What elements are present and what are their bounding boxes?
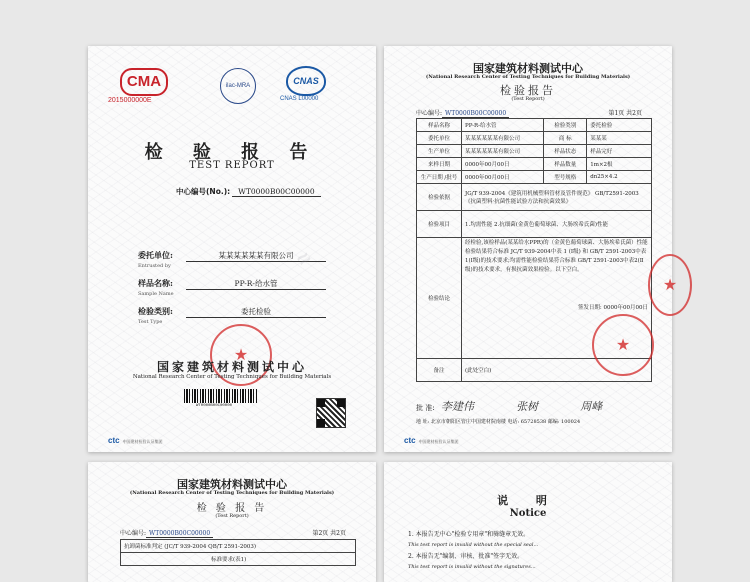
conclusion-value: 经检验,该检样品(某某给水PPR)的（金黄色葡萄球菌、大肠埃希氏菌）性能检验结果符合标准 JC/T 939-2004中表 1 (I级) 和 GB/T 2591-2003中表1(I级)的技术要求;均需性能检验结果符合标准 GB/T 2591-2003中表2(Ⅱ级)的技术要求，有损抗菌效果检验。以下空白。: [465, 240, 648, 273]
center-code-value: WT0000B00C00000: [232, 187, 320, 197]
table-cell: 标准要求(表1): [121, 553, 356, 566]
center-code-value: WT0000B00C00000: [146, 530, 213, 538]
table-cell: 抗卸菌标准判定 (JC/T 939-2004 QB/T 2591-2003): [121, 540, 356, 553]
table-cell: PP-R-给水管: [462, 119, 544, 132]
sign-date: 签发日期: 0000年00月00日: [577, 305, 648, 311]
table-cell: 商 标: [544, 132, 587, 145]
table-cell: 来样日期: [417, 158, 462, 171]
cnas-logo: CNAS: [286, 66, 326, 96]
test-type-value: 委托检验: [186, 306, 326, 318]
table-cell: 样品名称: [417, 119, 462, 132]
address-line: 地 址: 北京市朝阳区管庄中国建材院南楼 电话: 65728538 邮编: 100024: [416, 419, 581, 425]
table-cell: 生产单位: [417, 145, 462, 158]
notice-item: [408, 552, 648, 572]
center-code-row: [176, 186, 321, 197]
table-cell: 检验类别: [544, 119, 587, 132]
org-subtitle: (National Research Center of Testing Techniques for Building Materials): [425, 74, 631, 80]
notice-item-cn: 2. 本报告无"编制、审核、批准"签字无效。: [408, 553, 524, 560]
ctc-logo: [404, 436, 459, 445]
qr-code: [316, 398, 346, 428]
table-row: [417, 211, 652, 238]
cma-number: 2015000000E: [108, 97, 152, 104]
results-table: [120, 539, 356, 566]
sample-name-field: [138, 278, 326, 297]
report-heading-en: (Test Report): [511, 96, 545, 102]
ctc-group-name: 中国建材检验认证集团: [418, 439, 459, 444]
test-type-en: Test Type: [138, 319, 163, 325]
table-cell: 委托单位: [417, 132, 462, 145]
center-code-row: [120, 528, 213, 537]
report-title-en: TEST REPORT: [189, 160, 275, 171]
table-cell: 生产日期 /批号: [417, 171, 462, 184]
org-subtitle: (National Research Center of Testing Techniques for Building Materials): [129, 490, 335, 496]
report-title-cn: 检 验 报 告: [144, 142, 320, 163]
notice-title-en: Notice: [509, 508, 547, 519]
entrusted-by-en: Entrusted by: [138, 263, 171, 269]
test-type-label: 检验类别:: [138, 306, 173, 316]
table-cell: 1m×2根: [587, 158, 652, 171]
entrusted-by-value: 某某某某某某有限公司: [186, 250, 326, 262]
seam-seal: ★: [648, 254, 692, 316]
page-indicator: 第1页 共2页: [608, 110, 642, 117]
table-row: [417, 145, 652, 158]
notice-page: [384, 462, 672, 582]
items-value: 1.均需性能 2.抗细菌(金黄色葡萄球菌、大肠埃希氏菌)性能: [462, 211, 652, 238]
ctc-group-name: 中国建材检验认证集团: [122, 439, 163, 444]
table-cell: 型号规格: [544, 171, 587, 184]
items-label: 检验项目: [417, 211, 462, 238]
report-heading-en: (Test Report): [215, 513, 249, 519]
basis-label: 检验依据: [417, 184, 462, 211]
ctc-logo-text: ctc: [108, 436, 120, 445]
table-cell: 0000年00月00日: [462, 171, 544, 184]
table-cell: 某某某某某某有限公司: [462, 145, 544, 158]
table-row: [417, 184, 652, 211]
sample-name-label: 样品名称:: [138, 278, 173, 288]
official-seal: ★: [210, 324, 272, 386]
conclusion-label: 检验结论: [417, 238, 462, 359]
table-row: [121, 540, 356, 553]
barcode-number: WT0000B00C00000: [196, 404, 233, 408]
center-code-row: [416, 108, 509, 117]
watermark: ≈: [291, 244, 316, 273]
remark-value: (此处空白): [462, 359, 652, 382]
notice-title: 说 明: [497, 494, 559, 507]
table-row: [121, 553, 356, 566]
barcode: [184, 389, 258, 403]
center-code-value: WT0000B00C00000: [442, 110, 509, 118]
official-seal: ★: [592, 314, 654, 376]
ilac-mra-logo: ilac-MRA: [220, 68, 256, 104]
remark-label: 备注: [417, 359, 462, 382]
ctc-logo-text: ctc: [404, 436, 416, 445]
table-cell: 样品状态: [544, 145, 587, 158]
page-indicator: 第2页 共2页: [312, 530, 346, 537]
report-heading: 检验报告: [500, 84, 556, 97]
center-code-label: 中心编号(No.):: [176, 187, 231, 196]
report-heading: 检 验 报 告: [196, 503, 268, 514]
entrusted-by-label: 委托单位:: [138, 250, 173, 260]
notice-item: [408, 530, 648, 550]
cma-logo: CMA: [120, 68, 168, 96]
org-name-en: National Research Center of Testing Techniques for Building Materials: [132, 374, 332, 380]
center-code-label: 中心编号:: [120, 530, 147, 537]
org-name-cn: 国家建筑材料测试中心: [156, 360, 307, 374]
notice-item-cn: 1. 本报告无中心"检验专用章"和骑缝章无效。: [408, 531, 530, 538]
ctc-logo: [108, 436, 163, 445]
signature-2: 张树: [516, 400, 539, 413]
cnas-number: CNAS L00000: [280, 96, 319, 102]
table-row: [417, 119, 652, 132]
signature-3: 周峰: [580, 400, 603, 413]
sample-name-value: PP-R-给水管: [186, 278, 326, 290]
notice-item-en: This test report is invalid without the special seal...: [408, 542, 539, 548]
table-cell: 某某某: [587, 132, 652, 145]
table-row: [417, 132, 652, 145]
basis-value: JG/T 939-2004《建筑用机械塑料管材及管件规范》 GB/T2591-2003《抗菌塑料·抗菌性能试验方法和抗菌效果》: [462, 184, 652, 211]
table-row: [417, 171, 652, 184]
sample-name-en: Sample Name: [138, 291, 174, 297]
approve-label: 批 准:: [416, 404, 435, 412]
report-cover-page: [88, 46, 376, 452]
org-title: 国家建筑材料测试中心: [473, 62, 583, 75]
test-type-field: [138, 306, 326, 325]
table-cell: 0000年00月00日: [462, 158, 544, 171]
table-cell: 某某某某某某有限公司: [462, 132, 544, 145]
report-detail-page-1: [384, 46, 678, 452]
org-title: 国家建筑材料测试中心: [177, 478, 287, 491]
table-cell: dn25×4.2: [587, 171, 652, 184]
signature-1: 李建伟: [440, 400, 474, 413]
table-cell: 样品完好: [587, 145, 652, 158]
table-cell: 委托检验: [587, 119, 652, 132]
report-detail-page-2: [88, 462, 376, 582]
table-cell: 样品数量: [544, 158, 587, 171]
signature-row: [416, 398, 602, 414]
table-row: [417, 158, 652, 171]
center-code-label: 中心编号:: [416, 110, 443, 117]
notice-item-en: This test report is invalid without the signatures...: [408, 564, 536, 570]
